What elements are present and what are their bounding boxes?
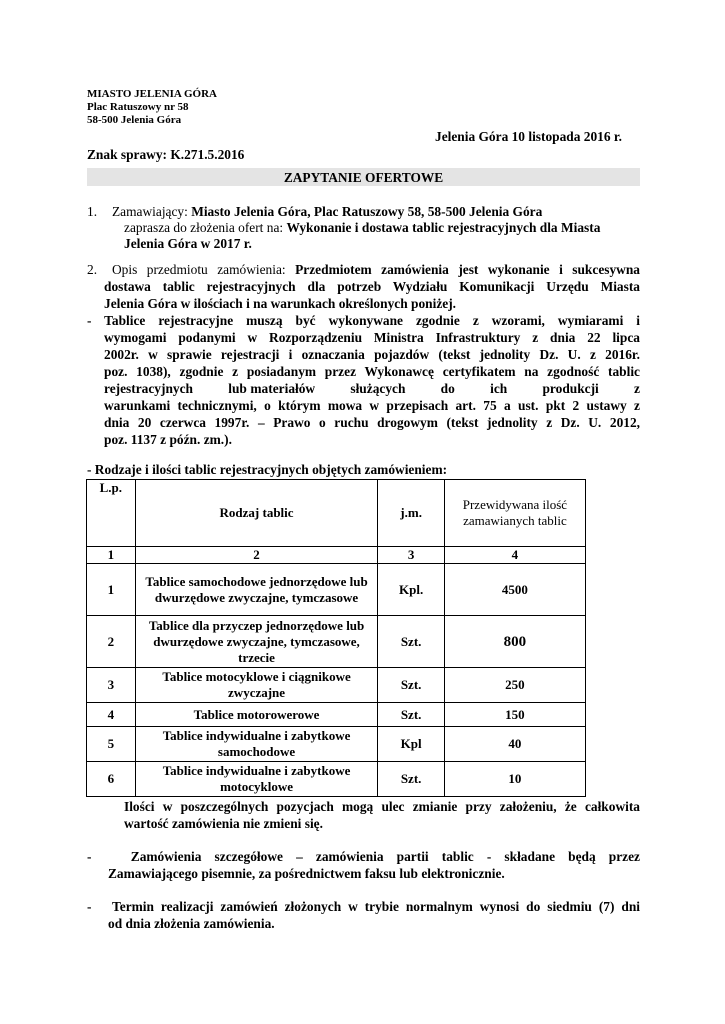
row-type: Tablice samochodowe jednorzędowe lub dwurzędowe zwyczajne, tymczasowe — [135, 564, 378, 616]
col-number-3: 3 — [378, 547, 444, 564]
row-type: Tablice dla przyczep jednorzędowe lub dwurzędowe zwyczajne, tymczasowe, trzecie — [135, 616, 378, 668]
address-line-1: Plac Ratuszowy nr 58 — [87, 101, 189, 113]
row-unit: Szt. — [378, 762, 444, 797]
row-type: Tablice motocyklowe i ciągnikowe zwyczajne — [135, 668, 378, 703]
section-1-value: Miasto Jelenia Góra, Plac Ratuszowy 58, 58-500 Jelenia Góra — [191, 204, 543, 219]
note-line-1: Ilości w poszczególnych pozycjach mogą ulec zmianie przy założeniu, że całkowita — [124, 799, 640, 814]
table-row — [87, 564, 586, 616]
row-unit: Szt. — [378, 616, 444, 668]
document-date: Jelenia Góra 10 listopada 2016 r. — [435, 129, 622, 144]
row-lp: 5 — [87, 727, 136, 762]
row-qty: 40 — [444, 727, 585, 762]
table-row — [87, 668, 586, 703]
table-row — [87, 703, 586, 727]
plates-table — [86, 479, 586, 797]
row-lp: 2 — [87, 616, 136, 668]
column-number-row — [87, 547, 586, 564]
row-lp: 6 — [87, 762, 136, 797]
section-1-number: 1. — [87, 204, 98, 219]
document-title: ZAPYTANIE OFERTOWE — [87, 168, 640, 186]
row-lp: 1 — [87, 564, 136, 616]
requirements-line-4: poz. 1038), zgodnie z posiadanym przez Wykonawcę certyfikatem na zgodność tablic — [104, 364, 640, 379]
row-unit: Szt. — [378, 703, 444, 727]
row-qty: 4500 — [444, 564, 585, 616]
section-1-line — [112, 203, 542, 220]
table-caption: - Rodzaje i ilości tablic rejestracyjnych objętych zamówieniem: — [87, 462, 448, 477]
org-name: MIASTO JELENIA GÓRA — [87, 88, 217, 100]
row-unit: Kpl. — [378, 564, 444, 616]
requirements-line-2: wymogami podanymi w Rozporządzeniu Ministra Infrastruktury z dnia 22 lipca — [104, 330, 640, 345]
section-2-line-3: Jelenia Góra w ilościach i na warunkach określonych poniżej. — [104, 296, 457, 311]
section-2-line-1 — [112, 261, 640, 278]
requirements-line-7: dnia 20 czerwca 1997r. – Prawo o ruchu drogowym (tekst jednolity z Dz. U. 2012, — [104, 415, 640, 430]
header-quantity: Przewidywana ilość zamawianych tablic — [444, 480, 585, 547]
col-number-4: 4 — [444, 547, 585, 564]
bullet-1-line-1: - Zamówienia szczegółowe – zamówienia partii tablic - składane będą przez — [87, 849, 640, 864]
table-row — [87, 616, 586, 668]
section-2-text-1: Przedmiotem zamówienia jest wykonanie i sukcesywna — [295, 262, 640, 277]
table-header-row — [87, 480, 586, 547]
col-number-2: 2 — [135, 547, 378, 564]
invite-text: zaprasza do złożenia ofert na: — [124, 220, 284, 235]
row-unit: Kpl — [378, 727, 444, 762]
section-2-number: 2. — [87, 262, 98, 277]
table-row — [87, 727, 586, 762]
row-qty: 150 — [444, 703, 585, 727]
row-lp: 3 — [87, 668, 136, 703]
requirements-line-5: rejestracyjnych lub materiałów służących do ich produkcji z — [104, 381, 640, 396]
invite-value-line-1: Wykonanie i dostawa tablic rejestracyjnych dla Miasta — [286, 220, 601, 235]
row-lp: 4 — [87, 703, 136, 727]
note-line-2: wartość zamówienia nie zmieni się. — [124, 816, 323, 831]
requirements-line-3: 2002r. w sprawie rejestracji i oznaczania pojazdów (tekst jednolity Dz. U. z 2016r. — [104, 347, 640, 362]
requirements-line-6: warunkami technicznymi, o którym mowa w przepisach art. 75 a ust. pkt 2 ustawy z — [104, 398, 640, 413]
table-row — [87, 762, 586, 797]
row-qty: 800 — [444, 616, 585, 668]
header-lp: L.p. — [87, 480, 136, 547]
invite-value-line-2: Jelenia Góra w 2017 r. — [124, 236, 252, 251]
row-type: Tablice motorowerowe — [135, 703, 378, 727]
requirements-line-8: poz. 1137 z późn. zm.). — [104, 432, 232, 447]
header-unit: j.m. — [378, 480, 444, 547]
requirements-line-1: - Tablice rejestracyjne muszą być wykonywane zgodnie z wzorami, wymiarami i — [87, 313, 640, 328]
row-unit: Szt. — [378, 668, 444, 703]
header-type: Rodzaj tablic — [135, 480, 378, 547]
col-number-1: 1 — [87, 547, 136, 564]
address-line-2: 58-500 Jelenia Góra — [87, 114, 182, 126]
row-qty: 10 — [444, 762, 585, 797]
row-type: Tablice indywidualne i zabytkowe samochodowe — [135, 727, 378, 762]
bullet-1-line-2: Zamawiającego pisemnie, za pośrednictwem faksu lub elektronicznie. — [108, 866, 505, 881]
section-2-line-2: dostawa tablic rejestracyjnych dla potrzeb Wydziału Komunikacji Urzędu Miasta — [104, 279, 640, 294]
section-2-label: Opis przedmiotu zamówienia: — [112, 262, 286, 277]
row-qty: 250 — [444, 668, 585, 703]
bullet-2-line-1: - Termin realizacji zamówień złożonych w trybie normalnym wynosi do siedmiu (7) dni — [87, 899, 640, 914]
section-1-label: Zamawiający: — [112, 204, 188, 219]
section-1-invite — [124, 219, 600, 236]
row-type: Tablice indywidualne i zabytkowe motocyklowe — [135, 762, 378, 797]
case-reference: Znak sprawy: K.271.5.2016 — [87, 147, 245, 162]
bullet-2-line-2: od dnia złożenia zamówienia. — [108, 916, 275, 931]
